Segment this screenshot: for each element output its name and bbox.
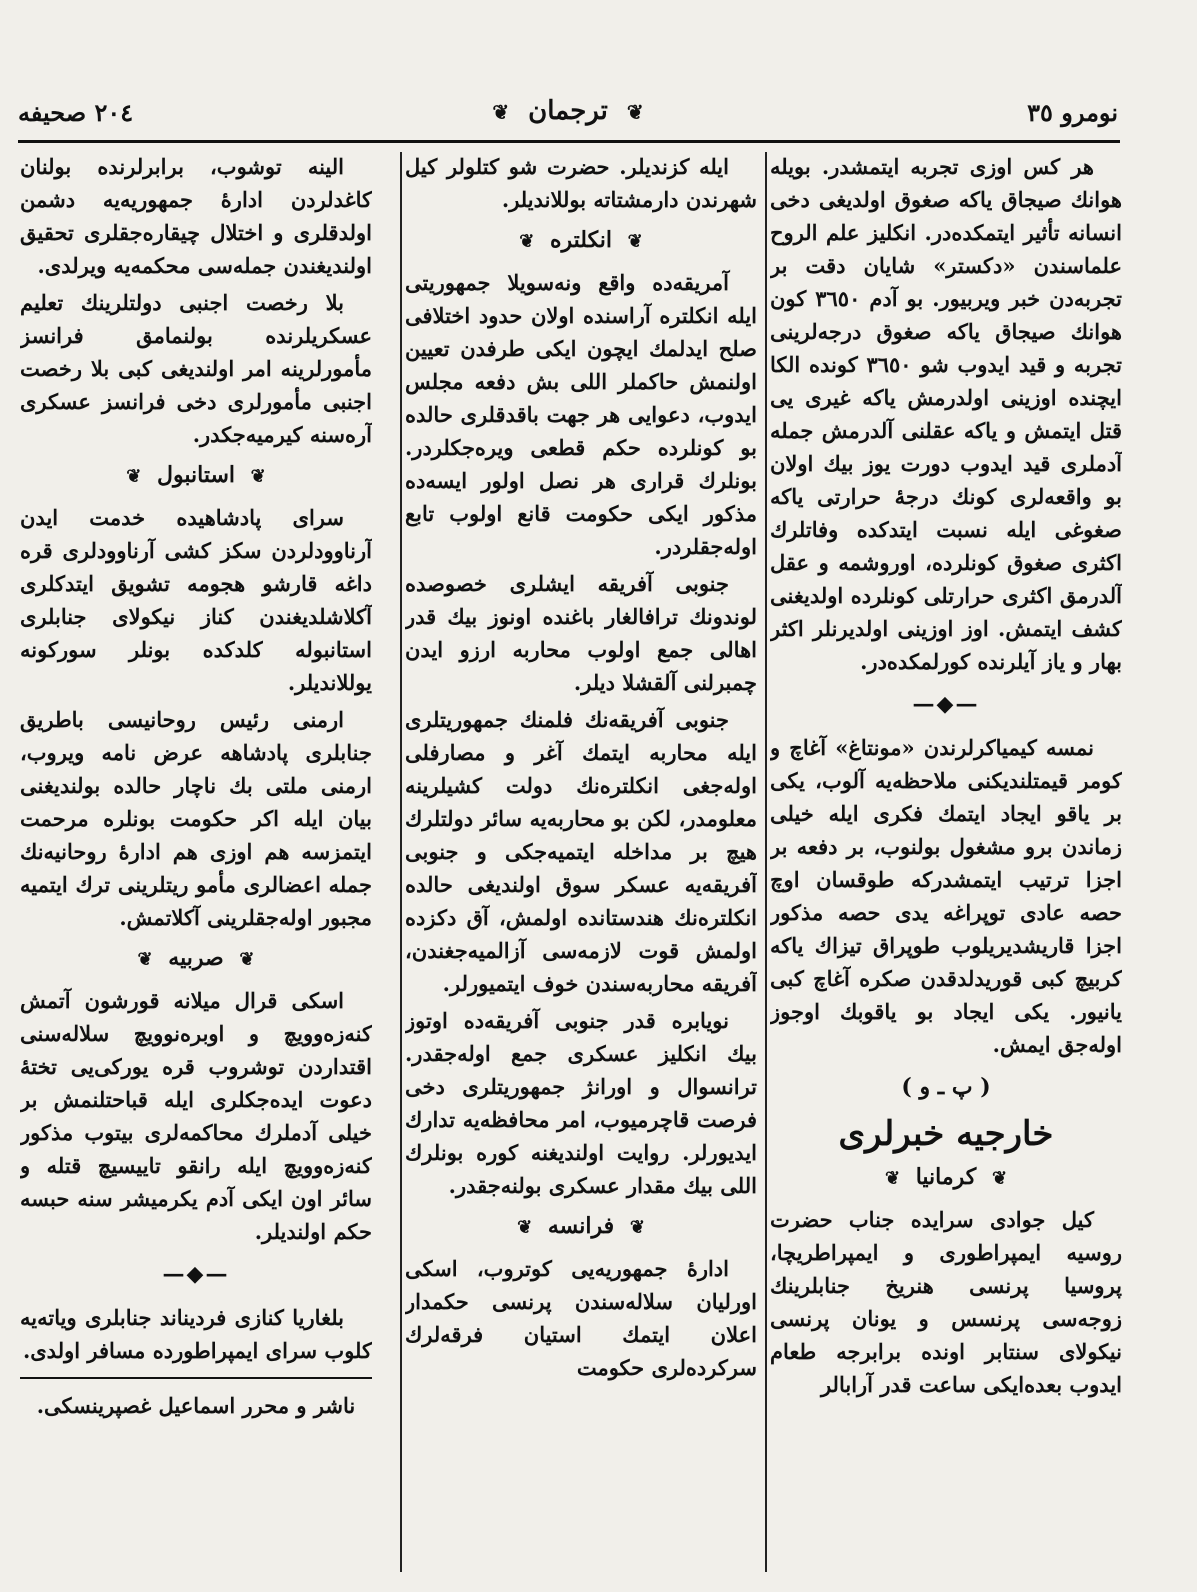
- section-title: [405, 224, 757, 258]
- column-left: [20, 150, 372, 1570]
- ornament-icon: ❦: [629, 1217, 645, 1238]
- page-header: [18, 94, 1118, 134]
- article-paragraph: ايله كزنديلر. حضرت شو كتلولر كيل شهرندن دارمشتاته بوللانديلر.: [405, 154, 757, 212]
- section-title-text: استانبول: [157, 462, 235, 488]
- ornament-icon: ❦: [627, 231, 643, 252]
- separator-ornament: —◆—: [162, 1261, 230, 1287]
- article-paragraph: ادارهٔ جمهوريه‌يی كوتروب، اسكی اورليان سلاله‌سندن پرنسی حكمدار اعلان ايتمك استيان فرقه‌لرك سركرده‌لری حكومت: [405, 1256, 757, 1380]
- article-paragraph: كيل جوادی سرايده جناب حضرت روسيه ايمپراطوری و ايمپراطريچا، پروسيا پرنسی هنريخ جنابلرينك زوجه‌سی پرنسس و يونان پرنسی نيكولای سنتابر اونده برابرجه طعام ايدوب بعده‌ايكی ساعت قدر آرابالر: [770, 1207, 1122, 1397]
- masthead: [18, 96, 1118, 126]
- section-title-text: فرانسه: [547, 1213, 615, 1239]
- column-divider: [400, 152, 402, 1572]
- column-divider: [765, 152, 767, 1572]
- page-number: ٢٠٤ صحيفه: [18, 98, 134, 127]
- section-title-text: صربيه: [168, 945, 224, 971]
- ornament-icon: ❦: [126, 466, 142, 487]
- ornament-icon: ❦: [239, 949, 255, 970]
- footer-rule: [20, 1377, 372, 1379]
- section-heading-foreign-news: خارجيه خبرلری: [838, 1114, 1054, 1154]
- article-signature: ( پ ـ و ): [901, 1074, 991, 1100]
- newspaper-title: ترجمان: [528, 96, 608, 126]
- article-paragraph: بلا رخصت اجنبی دولتلرينك تعليم عسكريلرنده بولنمامق فرانسز مأمورلرينه امر اولنديغی كبی بلا رخصت اجنبی مأمورلری دخی فرانسز عسكری آره‌سنه كيرميه‌جكدر.: [20, 290, 372, 447]
- section-title: [20, 459, 372, 493]
- section-title-text: كرمانيا: [915, 1164, 977, 1190]
- article-paragraph: جنوبی آفريقه ايشلری خصوصده لوندونك ترافالغار باغنده اونوز بيك قدر اهالی جمع اولوب محاربه ارزو ايدن چمبرلنی آلقشلا ديلر.: [405, 571, 757, 695]
- column-middle: [405, 150, 757, 1570]
- article-paragraph: آمريقه‌ده واقع ونه‌سويلا جمهوريتی ايله انكلتره آراسنده اولان حدود اختلافی صلح ايدلمك ايچون ايكی طرفدن تعيين اولنمش حاكملر اللی بش دفعه مجلس ايدوب، دعوايی هر جهت باقدقلری حالده بو كونلرده حكم قطعی ويره‌جكلردر. بونلرك قراری هر نصل اولور ايسه‌ده مذكور ايكی حكومت قانع اولوب تابع اوله‌جقلردر.: [405, 270, 757, 559]
- section-title: [405, 1210, 757, 1244]
- ornament-icon: ❦: [517, 1217, 533, 1238]
- ornament-icon: ❦: [991, 1168, 1008, 1189]
- section-title-text: انكلتره: [550, 227, 612, 253]
- article-paragraph: الينه توشوب، برابرلرنده بولنان كاغدلردن ادارهٔ جمهوريه‌يه دشمن اولدقلری و اختلال چيقاره‌جقلری تحقيق اولنديغندن جمله‌سی محكمه‌يه ويرلدی.: [20, 154, 372, 278]
- ornament-icon: ❦: [492, 100, 510, 124]
- section-title: [770, 1161, 1122, 1195]
- section-title: [20, 942, 372, 976]
- ornament-icon: ❦: [884, 1168, 901, 1189]
- ornament-icon: ❦: [626, 100, 644, 124]
- ornament-icon: ❦: [250, 466, 266, 487]
- ornament-icon: ❦: [519, 231, 535, 252]
- article-paragraph: سرای پادشاهيده خدمت ايدن آرناوودلردن سكز كشی آرناوودلری قره داغه قارشو هجومه تشويق ايتدكلری آكلاشلديغندن كناز نيكولای جنابلری استانبوله كلدكده بونلر سوركونه يوللانديلر.: [20, 505, 372, 695]
- column-right: [770, 150, 1122, 1570]
- issue-number: نومرو ٣٥: [1027, 98, 1118, 127]
- article-paragraph: جنوبی آفريقه‌نك فلمنك جمهوريتلری ايله محاربه ايتمك آغر و مصارفلی اوله‌جغی انكلتره‌نك دولت كشيلرينه معلومدر، لكن بو محاربه‌يه سائر دولتلرك هيچ بر مداخله ايتميه‌جكی و جنوبی آفريقه‌يه عسكر سوق اولنديغی حالده انكلتره‌نك هندستانده اولمش، آق دكزده اولمش قوت لازمه‌سی آزالميه‌جغندن، آفريقه محاربه‌سندن خوف ايتميورلر.: [405, 707, 757, 996]
- article-paragraph: ارمنی رئيس روحانيسی باطريق جنابلری پادشاهه عرض نامه ويروب، ارمنی ملتی بك ناچار حالده بولنديغنی بيان ايله اكر حكومت بونلره مرحمت ايتمزسه هم اوزی هم ادارهٔ روحانيه‌نك جمله اعضالری مأمو ريتلرينی ترك ايتميه مجبور اوله‌جقلرينی آكلاتمش.: [20, 707, 372, 930]
- article-paragraph: اسكی قرال ميلانه قورشون آتمش كنه‌زه‌وويچ و اوبره‌نوويچ سلاله‌سنی اقتداردن توشروب قره يوركی‌يی تختهٔ دعوت ايده‌جكلری ايله قباحتلنمش بر خيلی آدملرك محاكمه‌لری بيتوب مذكور كنه‌زه‌وويچ ايله رانقو تاييسيچ قتله و سائر اون ايكی آدم يكرميشر سنه حبسه حكم اولنديلر.: [20, 988, 372, 1244]
- article-paragraph: هر كس اوزی تجربه ايتمشدر. بويله هوانك صيجاق ياكه صغوق اولديغی دخی انسانه تأثير ايتمكده‌در. انكليز علم الروح علماسندن «دكستر» شايان دقت بر تجربه‌دن خبر ويربيور. بو آدم ٣٦٥٠ كون هوانك صيجاق ياكه صغوق درجه‌لرينی تجربه و قيد ايدوب شو ٣٦٥٠ كونده الكا ايچنده اوزينی اولدرمش ياكه غيری يی قتل ايتمش و ياكه عقلنی آلدرمش جمله آدملری قيد ايدوب دورت يوز بيك اولان بو واقعه‌لری كونك درجهٔ حرارتی ياكه صغوغی ايله نسبت ايتدكده وفاتلرك اكثری صغوق كونلرده، اوروشمه و عقل آلدرمق اكثری حرارتلی كونلرده اولديغنی كشف ايتمش. اوز اوزينی اولديرنلر اكثر بهار و ياز آيلرنده كورلمكده‌در.: [770, 154, 1122, 674]
- article-paragraph: نمسه كيمياكرلرندن «مونتاغ» آغاچ و كومر قيمتلنديكنی ملاحظه‌يه آلوب، يكی بر ياقو ايجاد ايتمك فكری ايله خيلی زماندن برو مشغول بولنوب، بر دفعه بر اجزا ترتيب ايتمشدركه طوقسان اوچ حصه عادی توپراغه يدی حصه مذكور اجزا قاريشديريلوب طوپراق تيزاك ياكه كربيچ كبی قوريدلدقدن صكره آغاچ كبی يانيور. يكی ايجاد بو ياقوبك اوجوز اوله‌جق ايمش.: [770, 735, 1122, 1057]
- header-rule: [18, 140, 1120, 143]
- article-paragraph: نويابره قدر جنوبی آفريقه‌ده اوتوز بيك انكليز عسكری جمع اوله‌جقدر. ترانسوال و اورانژ جمهوريتلری دخی فرصت قاچرميوب، امر محافظه‌يه تدارك ايديورلر. روايت اولنديغنه كوره بونلرك اللی بيك مقدار عسكری بولنه‌جقدر.: [405, 1008, 757, 1198]
- article-paragraph: بلغاريا كنازی فرديناند جنابلری وياته‌يه كلوب سرای ايمپراطورده مسافر اولدی.: [20, 1305, 372, 1363]
- ornament-icon: ❦: [137, 949, 153, 970]
- publisher-line: ناشر و محرر اسماعيل غصپرينسكی.: [36, 1393, 356, 1418]
- separator-ornament: —◆—: [912, 691, 980, 717]
